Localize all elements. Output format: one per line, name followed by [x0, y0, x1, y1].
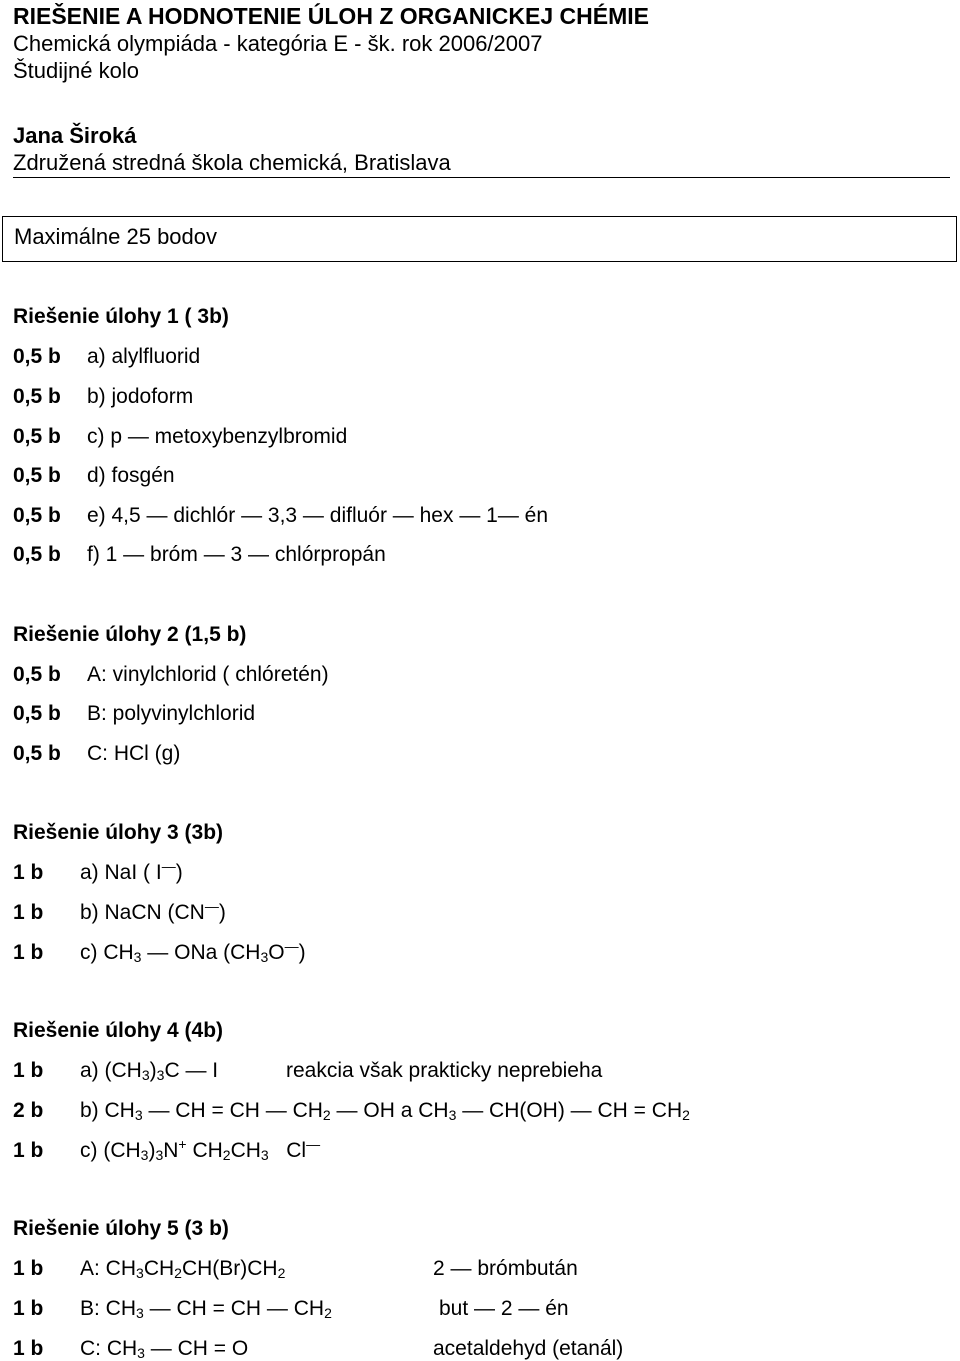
answer-text: e) 4,5 — dichlór — 3,3 — difluór — hex — 1— én	[87, 504, 549, 527]
max-points-box	[2, 216, 957, 262]
task-1-heading: Riešenie úlohy 1 ( 3b)	[13, 305, 229, 328]
answer-text: a) alylfluorid	[87, 345, 201, 368]
answer-text: c) p — metoxybenzylbromid	[87, 425, 348, 448]
task-4-heading: Riešenie úlohy 4 (4b)	[13, 1019, 224, 1042]
compound-name: acetaldehyd (etanál)	[433, 1337, 624, 1360]
points-label: 2 b	[13, 1099, 44, 1122]
task-3-heading: Riešenie úlohy 3 (3b)	[13, 821, 224, 844]
points-label: 1 b	[13, 1059, 44, 1082]
points-label: 0,5 b	[13, 702, 61, 725]
document-subtitle: Chemická olympiáda - kategória E - šk. rok 2006/2007	[13, 31, 543, 56]
answer-text: C: HCl (g)	[87, 742, 181, 765]
points-label: 0,5 b	[13, 464, 61, 487]
points-label: 0,5 b	[13, 504, 61, 527]
points-label: 0,5 b	[13, 385, 61, 408]
points-label: 1 b	[13, 1337, 44, 1360]
points-label: 0,5 b	[13, 345, 61, 368]
points-label: 1 b	[13, 901, 44, 924]
compound-name: 2 — brómbután	[433, 1257, 578, 1280]
task-2-heading: Riešenie úlohy 2 (1,5 b)	[13, 623, 247, 646]
max-points-label: Maximálne 25 bodov	[14, 224, 218, 249]
task-5-heading: Riešenie úlohy 5 (3 b)	[13, 1217, 229, 1240]
answer-text: d) fosgén	[87, 464, 175, 487]
answer-formula: b) NaCN (CN—)	[80, 898, 226, 924]
points-label: 1 b	[13, 1139, 44, 1162]
points-label: 0,5 b	[13, 663, 61, 686]
points-label: 0,5 b	[13, 742, 61, 765]
answer-text: b) jodoform	[87, 385, 194, 408]
answer-text: f) 1 — bróm — 3 — chlórpropán	[87, 543, 386, 566]
answer-formula: c) $(CH_3)_3N^+$ $CH_2CH_3$ Cl—	[80, 1136, 321, 1163]
answer-formula: c) $CH_3$ — ONa $(CH_3O^—)$	[80, 938, 306, 965]
round-label: Študijné kolo	[13, 58, 139, 83]
answer-formula: A: $CH_3CH_2CH(Br)CH_2$	[80, 1257, 286, 1281]
answer-text: A: vinylchlorid ( chlóretén)	[87, 663, 329, 686]
points-label: 0,5 b	[13, 425, 61, 448]
answer-note: reakcia však prakticky neprebieha	[286, 1059, 603, 1082]
answer-formula: a) $(CH_3)_3C$ — I	[80, 1059, 219, 1083]
answer-formula: b) $CH_3$ — CH = CH — $CH_2$ — OH a $CH_3$ — CH(OH) — CH = $CH_2$	[80, 1099, 690, 1123]
document-title: RIEŠENIE A HODNOTENIE ÚLOH Z ORGANICKEJ CHÉMIE	[13, 3, 649, 29]
points-label: 0,5 b	[13, 543, 61, 566]
header-divider	[13, 177, 950, 178]
points-label: 1 b	[13, 861, 44, 884]
answer-text: B: polyvinylchlorid	[87, 702, 256, 725]
points-label: 1 b	[13, 941, 44, 964]
compound-name: but — 2 — én	[439, 1297, 569, 1320]
author-name: Jana Široká	[13, 123, 137, 148]
answer-formula: a) NaI ( I—)	[80, 858, 183, 884]
points-label: 1 b	[13, 1257, 44, 1280]
answer-formula: B: $CH_3$ — CH = CH — $CH_2$	[80, 1297, 332, 1321]
points-label: 1 b	[13, 1297, 44, 1320]
school-name: Združená stredná škola chemická, Bratislava	[13, 150, 451, 175]
answer-formula: C: $CH_3$ — CH = O	[80, 1337, 249, 1361]
